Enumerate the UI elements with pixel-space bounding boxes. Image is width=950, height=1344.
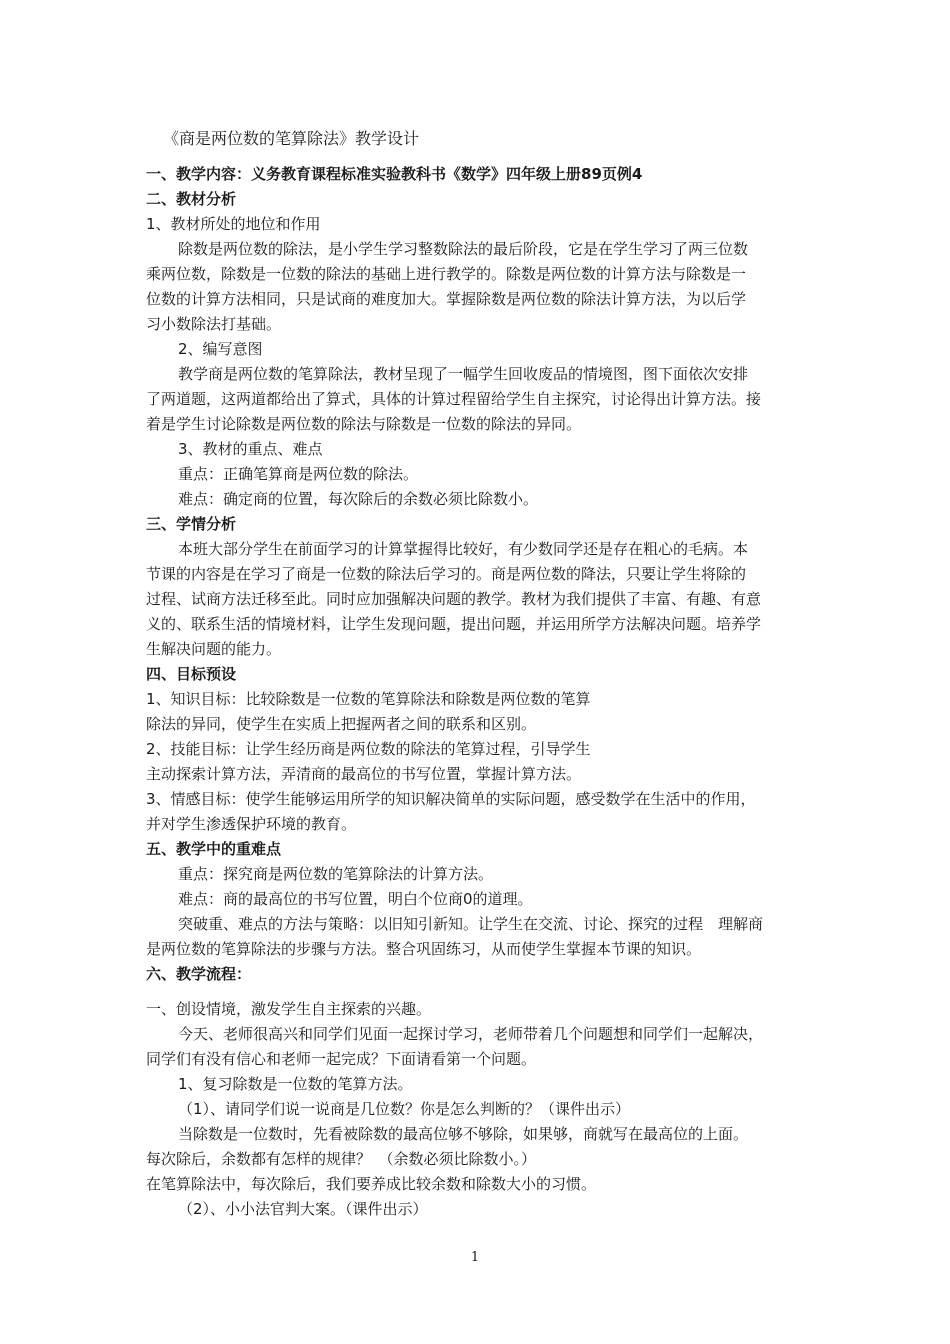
paragraph-line: 本班大部分学生在前面学习的计算掌握得比较好，有少数同学还是存在粗心的毛病。本 — [178, 540, 749, 558]
page-number: 1 — [470, 1250, 480, 1265]
paragraph-line: 难点：确定商的位置，每次除后的余数必须比除数小。 — [178, 490, 539, 508]
paragraph-line: 义的、联系生活的情境材料，让学生发现问题，提出问题，并运用所学方法解决问题。培养学 — [146, 615, 762, 633]
paragraph-line: 除法的异同，使学生在实质上把握两者之间的联系和区别。 — [146, 715, 537, 733]
subheading: 1、教材所处的地位和作用 — [146, 215, 321, 233]
paragraph-line: 每次除后，余数都有怎样的规律？ （余数必须比除数小。） — [146, 1150, 537, 1168]
paragraph-line: 并对学生渗透保护环境的教育。 — [146, 815, 357, 833]
paragraph-line: 位数的计算方法相同，只是试商的难度加大。掌握除数是两位数的除法计算方法，为以后学 — [146, 290, 747, 308]
paragraph-line: 1、复习除数是一位数的笔算方法。 — [178, 1075, 413, 1093]
paragraph-line: 3、情感目标：使学生能够运用所学的知识解决简单的实际问题，感受数学在生活中的作用， — [146, 790, 756, 808]
paragraph-line: 生解决问题的能力。 — [146, 640, 282, 658]
paragraph-line: 2、技能目标：让学生经历商是两位数的除法的笔算过程，引导学生 — [146, 740, 591, 758]
paragraph-line: （2）、小小法官判大案。（课件出示） — [178, 1200, 428, 1218]
heading-learner-analysis: 三、学情分析 — [146, 515, 237, 533]
paragraph-line: 1、知识目标：比较除数是一位数的笔算除法和除数是两位数的笔算 — [146, 690, 591, 708]
document-title: 《商是两位数的笔算除法》教学设计 — [163, 129, 420, 148]
paragraph-line: （1）、请同学们说一说商是几位数？你是怎么判断的？（课件出示） — [178, 1100, 631, 1118]
paragraph-line: 主动探索计算方法，弄清商的最高位的书写位置，掌握计算方法。 — [146, 765, 582, 783]
paragraph-line: 了两道题，这两道都给出了算式，具体的计算过程留给学生自主探究，讨论得出计算方法。接 — [146, 390, 762, 408]
subheading: 2、编写意图 — [178, 340, 263, 358]
heading-material-analysis: 二、教材分析 — [146, 190, 237, 208]
heading-goals: 四、目标预设 — [146, 665, 237, 683]
paragraph-line: 节课的内容是在学习了商是一位数的除法后学习的。商是两位数的降法，只要让学生将除的 — [146, 565, 747, 583]
paragraph-line: 在笔算除法中，每次除后，我们要养成比较余数和除数大小的习惯。 — [146, 1175, 597, 1193]
paragraph-line: 突破重、难点的方法与策略：以旧知引新知。让学生在交流、讨论、探究的过程 理解商 — [178, 915, 764, 933]
paragraph-line: 习小数除法打基础。 — [146, 315, 282, 333]
paragraph-line: 难点：商的最高位的书写位置，明白个位商0的道理。 — [178, 890, 533, 908]
paragraph-line: 同学们有没有信心和老师一起完成？下面请看第一个问题。 — [146, 1050, 537, 1068]
paragraph-line: 过程、试商方法迁移至此。同时应加强解决问题的教学。教材为我们提供了丰富、有趣、有意 — [146, 590, 762, 608]
paragraph-line: 除数是两位数的除法，是小学生学习整数除法的最后阶段，它是在学生学习了两三位数 — [178, 240, 749, 258]
heading-teaching-content: 一、教学内容：义务教育课程标准实验教科书《数学》四年级上册89页例4 — [146, 165, 643, 183]
paragraph-line: 当除数是一位数时，先看被除数的最高位够不够除，如果够，商就写在最高位的上面。 — [178, 1125, 749, 1143]
paragraph-line: 今天、老师很高兴和同学们见面一起探讨学习，老师带着几个问题想和同学们一起解决， — [178, 1025, 764, 1043]
subheading: 3、教材的重点、难点 — [178, 440, 323, 458]
paragraph-line: 重点：正确笔算商是两位数的除法。 — [178, 465, 419, 483]
heading-key-points: 五、教学中的重难点 — [146, 840, 282, 858]
paragraph-line: 教学商是两位数的笔算除法，教材呈现了一幅学生回收废品的情境图，图下面依次安排 — [178, 365, 749, 383]
heading-teaching-process: 六、教学流程： — [146, 965, 252, 983]
paragraph-line: 重点：探究商是两位数的笔算除法的计算方法。 — [178, 865, 494, 883]
paragraph-line: 是两位数的笔算除法的步骤与方法。整合巩固练习，从而使学生掌握本节课的知识。 — [146, 940, 702, 958]
paragraph-line: 一、创设情境，激发学生自主探索的兴趣。 — [146, 1000, 432, 1018]
paragraph-line: 着是学生讨论除数是两位数的除法与除数是一位数的除法的异同。 — [146, 415, 582, 433]
paragraph-line: 乘两位数，除数是一位数的除法的基础上进行教学的。除数是两位数的计算方法与除数是一 — [146, 265, 747, 283]
